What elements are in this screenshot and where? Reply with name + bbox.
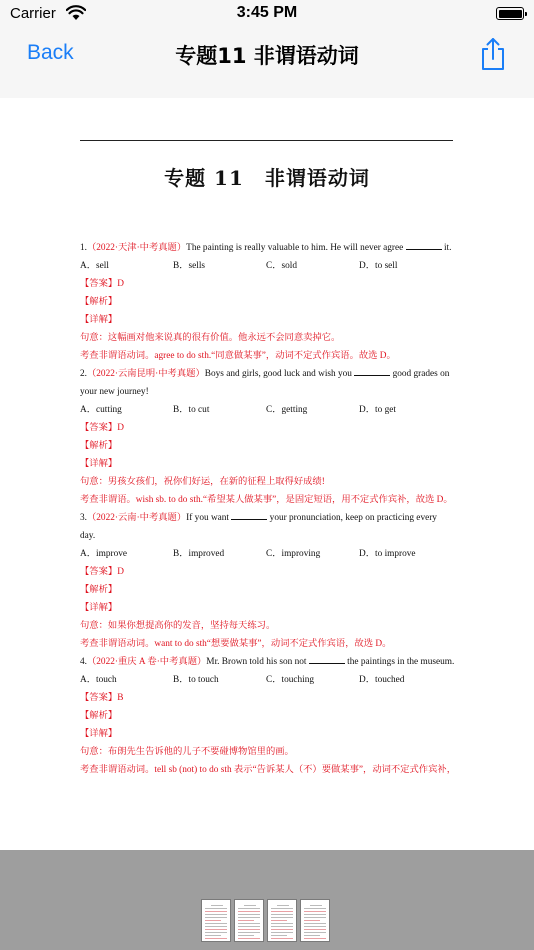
question-1-analysis: 【解析】	[80, 297, 118, 307]
question-2-answer: 【答案】D	[80, 423, 124, 433]
question-1-detail: 【详解】	[80, 315, 118, 325]
carrier-label: Carrier	[10, 5, 56, 22]
question-3-detail: 【详解】	[80, 603, 118, 613]
page-thumbnail-4[interactable]	[300, 899, 330, 942]
document-body	[80, 239, 456, 779]
question-3-meaning: 句意：如果你想提高你的发音，坚持每天练习。	[80, 621, 276, 631]
document-page[interactable]	[0, 98, 534, 850]
question-1-explain: 考查非谓语动词。agree to do sth.“同意做某事”，动词不定式作宾语。故选 D。	[80, 351, 396, 361]
question-3-options: A．improve B．improved C．improving D．to improve	[80, 549, 416, 559]
header-rule	[80, 140, 453, 141]
question-1-stem: 1.（2022·天津·中考真题）The painting is really valuable to him. He will never agree it.	[80, 239, 456, 257]
page-thumbnail-3[interactable]	[267, 899, 297, 942]
page-thumbnail-1[interactable]	[201, 899, 231, 942]
question-3-stem: 3.（2022·云南·中考真题）If you want your pronunciation, keep on practicing every	[80, 509, 456, 527]
question-4-stem: 4.（2022·重庆 A 卷·中考真题）Mr. Brown told his son not the paintings in the museum.	[80, 653, 456, 671]
page-thumbnail-2[interactable]	[234, 899, 264, 942]
question-2-stem-cont: your new journey!	[80, 387, 149, 397]
document-title: 专题 11 非谓语动词	[164, 166, 370, 190]
back-button[interactable]: Back	[27, 41, 74, 64]
question-2-explain: 考查非谓语。wish sb. to do sth.“希望某人做某事”，是固定短语，用不定式作宾补，故选 D。	[80, 495, 453, 505]
question-1-meaning: 句意：这幅画对他来说真的很有价值。他永远不会同意卖掉它。	[80, 333, 341, 343]
status-time: 3:45 PM	[236, 4, 298, 21]
question-4-options: A．touch B．to touch C．touching D．touched	[80, 675, 405, 685]
navigation-bar	[0, 28, 534, 98]
question-4-analysis: 【解析】	[80, 711, 118, 721]
question-4-detail: 【详解】	[80, 729, 118, 739]
battery-icon	[496, 7, 524, 20]
question-3-stem-cont: day.	[80, 531, 96, 541]
question-1-options: A．sell B．sells C．sold D．to sell	[80, 261, 398, 271]
nav-title: 专题11 非谓语动词	[175, 44, 359, 68]
share-icon[interactable]	[478, 36, 508, 72]
question-2-stem: 2.（2022·云南昆明·中考真题）Boys and girls, good luck and wish you good grades on	[80, 365, 456, 383]
page-thumbnails	[201, 899, 330, 942]
question-4-answer: 【答案】B	[80, 693, 124, 703]
question-1-answer: 【答案】D	[80, 279, 124, 289]
status-bar	[0, 0, 534, 28]
question-2-detail: 【详解】	[80, 459, 118, 469]
question-3-explain: 考查非谓语动词。want to do sth“想要做某事”，动词不定式作宾语，故选 D。	[80, 639, 392, 649]
question-2-options: A．cutting B．to cut C．getting D．to get	[80, 405, 396, 415]
question-2-meaning: 句意：男孩女孩们，祝你们好运，在新的征程上取得好成绩!	[80, 477, 325, 487]
question-3-analysis: 【解析】	[80, 585, 118, 595]
question-3-answer: 【答案】D	[80, 567, 124, 577]
question-4-explain: 考查非谓语动词。tell sb (not) to do sth 表示“告诉某人（不）要做某事”，动词不定式作宾补，	[80, 765, 456, 775]
question-2-analysis: 【解析】	[80, 441, 118, 451]
question-4-meaning: 句意：布朗先生告诉他的儿子不要碰博物馆里的画。	[80, 747, 294, 757]
